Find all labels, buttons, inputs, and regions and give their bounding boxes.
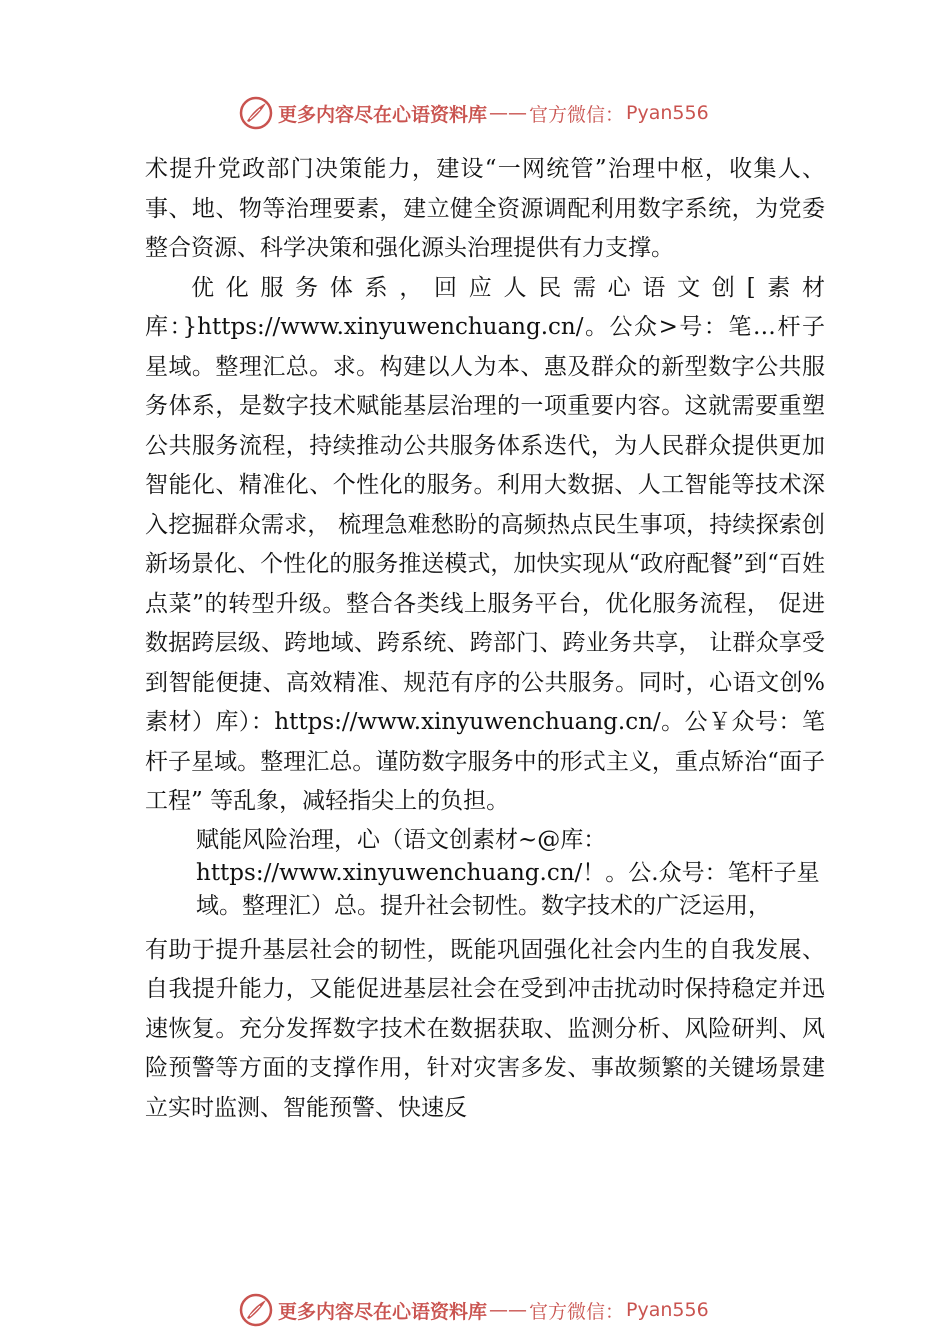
banner-handle: Pyan556 <box>626 1299 709 1321</box>
banner-title: 更多内容尽在心语资料库 <box>278 103 488 126</box>
document-body <box>145 150 825 1128</box>
footer-banner <box>238 1292 709 1328</box>
banner-label: 官方微信： <box>529 1300 625 1323</box>
banner-handle: Pyan556 <box>626 102 709 124</box>
banner-dash: —— <box>489 102 528 124</box>
paragraph-2: 优化服务体系，回应人民需心语文创[素材库：}https://www.xinyuwenchuang.cn/。公众>号：笔…杆子星域。整理汇总。求。构建以人为本、惠及群众的新型数字公共服务体系，是数字技术赋能基层治理的一项重要内容。这就需要重塑公共服务流程，持续推动公共服务体系迭代，为人民群众提供更加智能化、精准化、个性化的服务。利用大数据、人工智能等技术深入挖掘群众需求， 梳理急难愁盼的高频热点民生事项，持续探索创新场景化、个性化的服务推送模式，加快实现从“政府配餐”到“百姓点菜”的转型升级。整合各类线上服务平台，优化服务流程， 促进数据跨层级、跨地域、跨系统、跨部门、跨业务共享， 让群众享受到智能便捷、高效精准、规范有序的公共服务。同时，心语文创%素材）库）：https://www.xinyuwenchuang.cn/。公￥众号：笔杆子星域。整理汇总。谨防数字服务中的形式主义，重点矫治“面子工程” 等乱象，减轻指尖上的负担。 <box>145 274 825 814</box>
banner-title: 更多内容尽在心语资料库 <box>278 1300 488 1323</box>
banner-dash: —— <box>489 1299 528 1321</box>
paragraph-gap <box>145 923 825 931</box>
header-banner <box>238 95 709 131</box>
feather-pen-logo-icon <box>238 1292 274 1328</box>
feather-pen-logo-icon <box>238 95 274 131</box>
paragraph-3: 赋能风险治理，心（语文创素材~@库：https://www.xinyuwenchuang.cn/！。公.众号：笔杆子星域。整理汇）总。提升社会韧性。数字技术的广泛运用， <box>196 826 820 919</box>
paragraph-4: 有助于提升基层社会的韧性，既能巩固强化社会内生的自我发展、自我提升能力，又能促进基层社会在受到冲击扰动时保持稳定并迅速恢复。充分发挥数字技术在数据获取、监测分析、风险研判、风险预警等方面的支撑作用，针对灾害多发、事故频繁的关键场景建立实时监测、智能预警、快速反 <box>145 936 825 1121</box>
banner-label: 官方微信： <box>529 103 625 126</box>
paragraph-1: 术提升党政部门决策能力，建设“一网统管”治理中枢，收集人、事、地、物等治理要素，建立健全资源调配利用数字系统，为党委整合资源、科学决策和强化源头治理提供有力支撑。 <box>145 156 825 261</box>
